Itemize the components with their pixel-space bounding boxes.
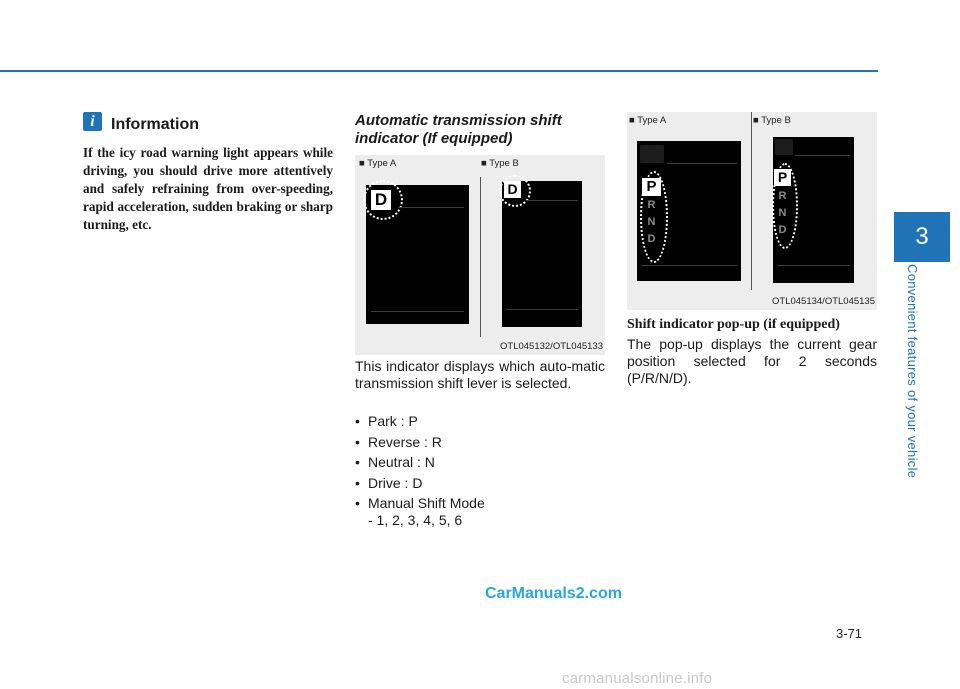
- screen-line: [777, 265, 850, 266]
- cluster-screen-type-a: [366, 185, 469, 324]
- chapter-number: 3: [915, 223, 929, 250]
- screen-line: [398, 207, 464, 208]
- popup-body: The pop-up displays the current gear position selected for 2 seconds (P/R/N/D).: [627, 336, 877, 386]
- screen-line: [795, 155, 850, 156]
- gear-d-indicator: D: [647, 233, 656, 245]
- cluster-screen-type-b: [502, 181, 582, 327]
- header-rule: [0, 70, 878, 72]
- shift-indicator-heading: Automatic transmission shift indicator (If equipped): [355, 112, 562, 147]
- manual-shift-sub: - 1, 2, 3, 4, 5, 6: [368, 512, 463, 529]
- figure-type-a-label: ■ Type A: [359, 158, 397, 169]
- figure-code: OTL045134/OTL045135: [772, 296, 875, 307]
- figure-type-a-label: ■ Type A: [629, 115, 667, 126]
- screen-line: [506, 309, 578, 310]
- figure-divider: [751, 112, 752, 290]
- list-item: • Neutral : N: [355, 454, 485, 471]
- figure-type-b-label: ■ Type B: [753, 115, 791, 126]
- popup-screen-type-b: [773, 137, 854, 283]
- gear-n-indicator: N: [647, 216, 656, 228]
- chapter-tab: [894, 212, 950, 262]
- figure-code: OTL045132/OTL045133: [500, 341, 603, 352]
- page-number: 3-71: [836, 626, 863, 641]
- gear-d-indicator: D: [504, 181, 521, 198]
- shift-indicator-figure: [355, 155, 605, 355]
- screen-line: [641, 265, 737, 266]
- gear-list: [355, 413, 485, 533]
- list-item: [355, 495, 485, 529]
- screen-line: [667, 163, 737, 164]
- screen-box: [640, 145, 664, 163]
- list-item: • Reverse : R: [355, 434, 485, 451]
- gear-d-indicator: D: [778, 224, 787, 236]
- gear-d-indicator: D: [371, 190, 391, 210]
- gear-r-indicator: R: [647, 199, 656, 211]
- popup-figure: [627, 112, 877, 310]
- list-item: • Drive : D: [355, 475, 485, 492]
- shift-indicator-description: This indicator displays which auto-matic transmission shift lever is selected.: [355, 358, 605, 391]
- popup-heading: Shift indicator pop-up (if equipped): [627, 317, 840, 332]
- gear-p-indicator: P: [774, 169, 791, 186]
- info-heading: Information: [111, 116, 199, 133]
- chapter-title: Convenient features of your vehicle: [905, 264, 920, 479]
- screen-line: [526, 200, 578, 201]
- watermark-bottom: carmanualsonline.info: [562, 670, 713, 687]
- list-item: • Park : P: [355, 413, 485, 430]
- gear-r-indicator: R: [778, 190, 787, 202]
- list-item-label: Manual Shift Mode: [368, 495, 485, 512]
- info-body: If the icy road warning light appears while driving, you should drive more attentively and safely refraining from over-speeding, rapid acceleration, sudden braking or sharp turning, etc.: [83, 145, 333, 232]
- gear-p-indicator: P: [642, 178, 661, 196]
- gear-n-indicator: N: [778, 207, 787, 219]
- watermark-top: CarManuals2.com: [485, 585, 622, 602]
- popup-screen-type-a: [637, 141, 741, 281]
- screen-box: [775, 139, 793, 155]
- screen-line: [371, 311, 464, 312]
- figure-divider: [480, 177, 481, 337]
- figure-type-b-label: ■ Type B: [481, 158, 519, 169]
- info-icon: i: [83, 112, 102, 131]
